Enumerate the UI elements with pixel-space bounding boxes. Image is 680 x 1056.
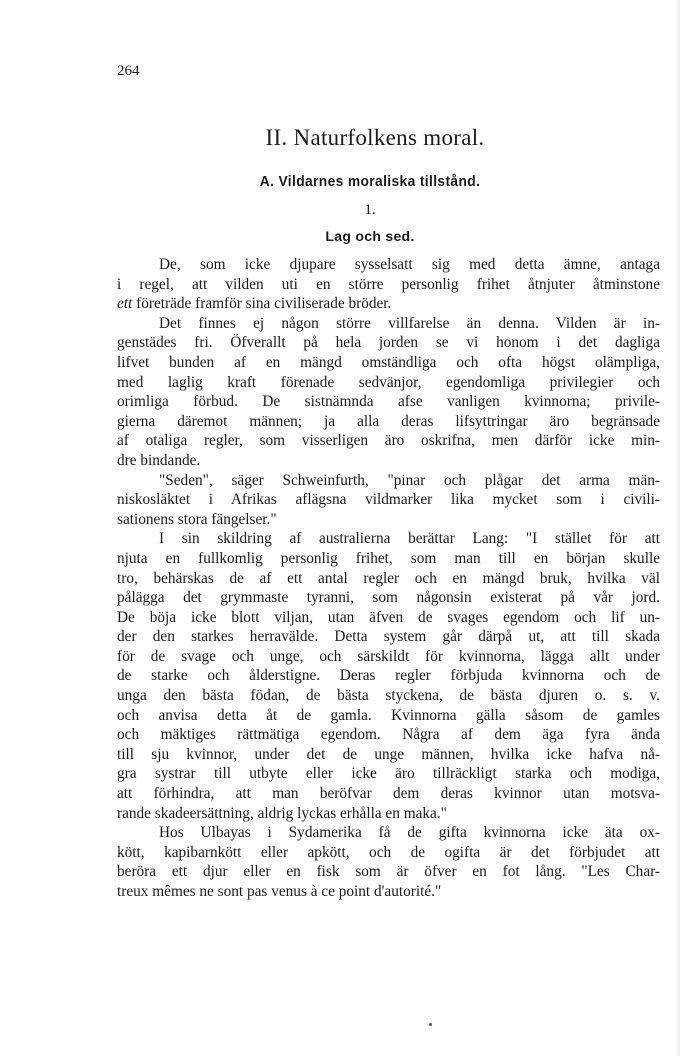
text-line — [117, 471, 660, 491]
line-text: der den starkes herravälde. Detta system går därpå ut, att till skada — [117, 628, 660, 646]
line-text: företräde framför sina civiliserade bröder. — [132, 295, 392, 313]
line-text: sationens stora fängelser." — [117, 510, 277, 528]
line-text: de starke och ålderstigne. Deras regler förbjuda kvinnorna och de — [117, 667, 660, 685]
text-line — [117, 588, 660, 608]
line-text: orimliga förbud. De sistnämnda afse vanligen kvinnorna; privile- — [117, 393, 660, 411]
line-text: af otaliga regler, som visserligen äro oskrifna, men därför icke min- — [117, 432, 660, 450]
text-line — [117, 608, 660, 628]
text-line — [117, 569, 660, 589]
page-number: 264 — [117, 63, 140, 79]
text-line — [117, 647, 660, 667]
text-line — [117, 255, 660, 275]
line-text: att förhindra, att man beröfvar dem deras kvinnor utan motsva- — [117, 785, 660, 803]
section-title: A. Vildarnes moraliska tillstånd. — [259, 173, 481, 190]
line-text: Det finnes ej någon större villfarelse än denna. Vilden är in- — [159, 314, 660, 332]
line-text: niskosläktet i Afrikas aflägsna vildmarker lika mycket som i civili- — [117, 491, 660, 509]
line-text: unga den bästa födan, de bästa styckena, de bästa djuren o. s. v. — [117, 687, 660, 705]
line-text: gierna däremot männen; ja alla deras lifsyttringar äro begränsade — [117, 412, 660, 430]
text-line — [117, 823, 660, 843]
line-text: genstädes fri. Öfverallt på hela jorden se vi honom i det dagliga — [117, 334, 660, 352]
line-text: för de svage och unge, och särskildt för kvinnorna, lägga allt under — [117, 647, 660, 665]
text-line — [117, 275, 660, 295]
line-text: njuta en fullkomlig personlig frihet, som man till en början skulle — [117, 549, 660, 567]
line-text: och mäktiges rättmätiga egendom. Några af dem äga fyra ända — [117, 726, 660, 744]
text-line — [117, 745, 660, 765]
body-text — [117, 255, 660, 902]
text-line — [117, 451, 660, 471]
line-text: treux mêmes ne sont pas venus à ce point d'autorité." — [117, 883, 442, 900]
line-text: Hos Ulbayas i Sydamerika få de gifta kvinnorna icke äta ox- — [159, 824, 660, 842]
text-line — [117, 333, 660, 353]
text-line — [117, 510, 660, 530]
line-text: De, som icke djupare sysselsatt sig med detta ämne, antaga — [159, 256, 660, 273]
text-line — [117, 412, 660, 432]
line-text: till sju kvinnor, under det de unge männen, hvilka icke hafva nå- — [117, 745, 660, 763]
text-line — [117, 392, 660, 412]
subsection-number: 1. — [364, 202, 376, 218]
text-line — [117, 353, 660, 373]
scan-speck — [429, 1023, 432, 1026]
text-line — [117, 529, 660, 549]
text-line — [117, 373, 660, 393]
text-line — [117, 725, 660, 745]
line-text: kött, kapibarnkött eller apkött, och de ogifta är det förbjudet att — [117, 843, 660, 861]
text-line — [117, 843, 660, 863]
text-line — [117, 706, 660, 726]
text-line — [117, 294, 660, 314]
line-text: lifvet bunden af en mängd omständliga och ofta högst olämpliga, — [117, 353, 660, 371]
text-line — [117, 784, 660, 804]
text-line — [117, 549, 660, 569]
line-text: tro, behärskas de af ett antal regler och en mängd bruk, hvilka väl — [117, 569, 660, 587]
text-line — [117, 314, 660, 334]
line-text: De böja icke blott viljan, utan äfven de svages egendom och lif un- — [117, 608, 660, 626]
line-text: pålägga det grymmaste tyranni, som någonsin existerat på vår jord. — [117, 589, 660, 607]
text-line — [117, 686, 660, 706]
line-text: med laglig kraft förenade sedvänjor, egendomliga privilegier och — [117, 373, 660, 391]
italic-word: ett — [117, 295, 133, 313]
page-edge — [674, 0, 680, 1056]
text-line — [117, 862, 660, 882]
line-text: dre bindande. — [117, 451, 201, 469]
line-text: rande skadeersättning, aldrig lyckas erhålla en maka." — [117, 804, 447, 822]
text-line — [117, 804, 660, 824]
text-line — [117, 764, 660, 784]
line-text: I sin skildring af australierna berättar Lang: "I stället för att — [159, 530, 660, 548]
line-text: i regel, att vilden uti en större personlig frihet åtnjuter åtminstone — [117, 275, 660, 293]
line-text: gra systrar till utbyte eller icke äro tillräckligt starka och modiga, — [117, 765, 660, 783]
subsection-title: Lag och sed. — [325, 228, 415, 244]
text-line — [117, 627, 660, 647]
line-text: och anvisa detta åt de gamla. Kvinnorna gälla såsom de gamles — [117, 706, 660, 724]
line-text: "Seden", säger Schweinfurth, "pinar och plågar det arma män- — [159, 471, 660, 489]
text-line — [117, 666, 660, 686]
text-line — [117, 490, 660, 510]
text-line — [117, 431, 660, 451]
text-line — [117, 882, 660, 902]
chapter-title: II. Naturfolkens moral. — [265, 125, 485, 150]
line-text: beröra ett djur eller en fisk som är öfver en fot lång. "Les Char- — [117, 863, 660, 881]
